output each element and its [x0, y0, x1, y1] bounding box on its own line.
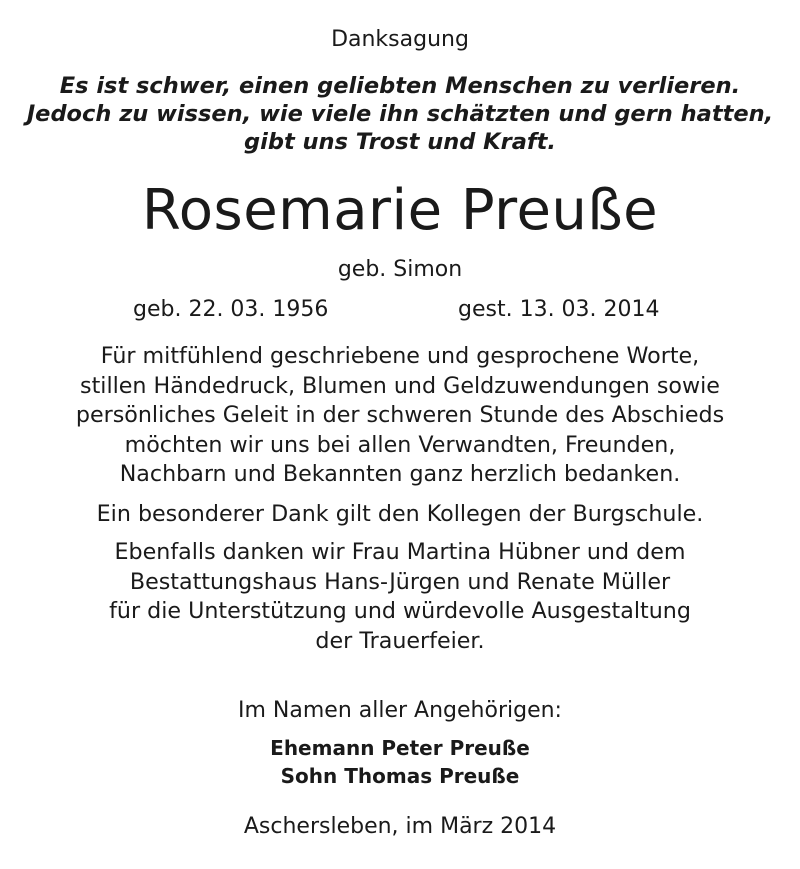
paragraph-line: Bestattungshaus Hans-Jürgen und Renate Müller: [129, 568, 671, 595]
place-and-date: Aschersleben, im März 2014: [243, 814, 557, 839]
signer-name: Sohn Thomas Preuße: [280, 764, 520, 788]
paragraph-line: der Trauerfeier.: [315, 627, 485, 654]
birth-date: geb. 22. 03. 1956: [133, 297, 329, 322]
thanks-paragraph-funeral-service: [0, 538, 800, 656]
paragraph-line: möchten wir uns bei allen Verwandten, Freunden,: [124, 431, 676, 458]
closing-line: Im Namen aller Angehörigen:: [238, 698, 562, 723]
signers: [0, 734, 800, 790]
paragraph-line: Für mitfühlend geschriebene und gesprochene Worte,: [100, 343, 700, 369]
paragraph-line: Nachbarn und Bekannten ganz herzlich bedanken.: [119, 461, 681, 487]
motto-line: Es ist schwer, einen geliebten Menschen zu verlieren.: [59, 73, 741, 99]
motto-line: gibt uns Trost und Kraft.: [244, 129, 556, 155]
deceased-birth-name: geb. Simon: [337, 257, 463, 282]
signer-name: Ehemann Peter Preuße: [270, 736, 530, 760]
thanks-paragraph-colleagues: [0, 500, 800, 530]
paragraph-line: Ein besonderer Dank gilt den Kollegen der Burgschule.: [96, 501, 704, 527]
thanks-paragraph-condolences: [0, 342, 800, 490]
motto-quote: [0, 72, 800, 156]
paragraph-line: persönliches Geleit in der schweren Stunde des Abschieds: [75, 402, 725, 428]
death-date: gest. 13. 03. 2014: [458, 297, 660, 322]
motto-line: Jedoch zu wissen, wie viele ihn schätzten und gern hatten,: [26, 101, 774, 127]
deceased-name: Rosemarie Preuße: [141, 178, 659, 243]
paragraph-line: stillen Händedruck, Blumen und Geldzuwendungen sowie: [80, 372, 720, 399]
paragraph-line: für die Unterstützung und würdevolle Ausgestaltung: [109, 598, 691, 624]
notice-heading: Danksagung: [331, 27, 469, 52]
paragraph-line: Ebenfalls danken wir Frau Martina Hübner und dem: [114, 539, 686, 565]
